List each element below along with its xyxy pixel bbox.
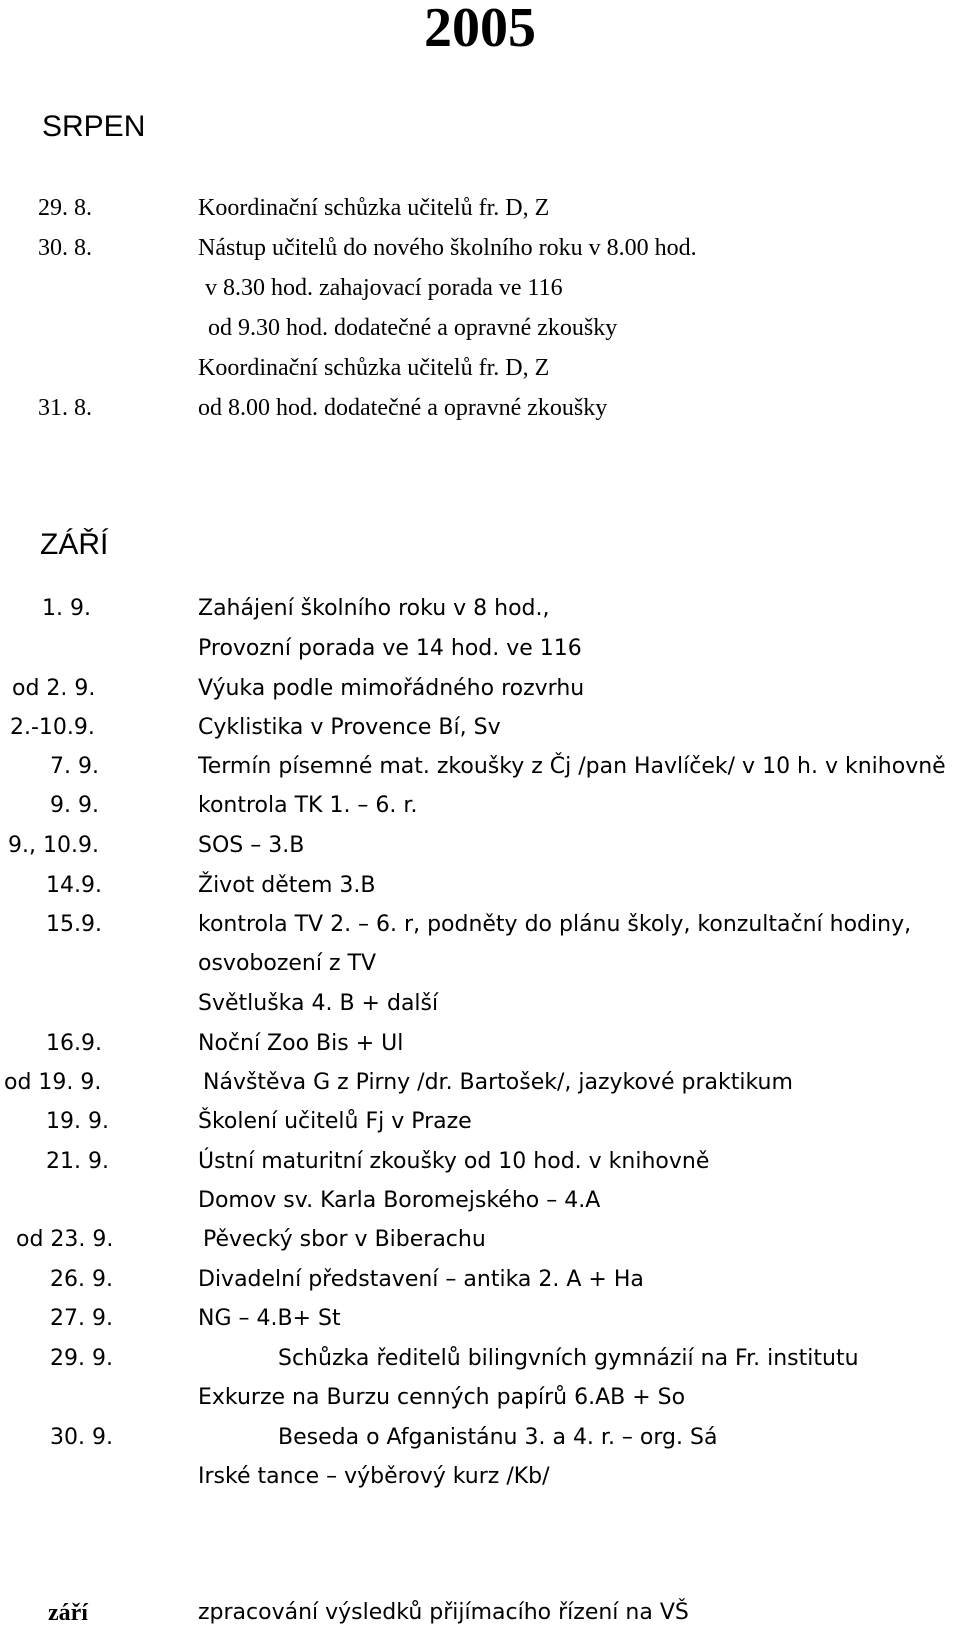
- event-description: Termín písemné mat. zkoušky z Čj /pan Havlíček/ v 10 h. v knihovně: [198, 754, 946, 779]
- event-date: od 23. 9.: [16, 1227, 114, 1252]
- event-description: Divadelní představení – antika 2. A + Ha: [198, 1267, 644, 1292]
- event-date: 19. 9.: [46, 1109, 109, 1134]
- event-date: 30. 9.: [50, 1425, 113, 1450]
- september-row: [0, 1346, 960, 1386]
- september-row: [0, 1070, 960, 1110]
- event-date: 14.9.: [46, 873, 102, 898]
- august-row: [0, 195, 960, 235]
- event-description: Výuka podle mimořádného rozvrhu: [198, 676, 585, 701]
- event-date: 15.9.: [46, 912, 102, 937]
- september-row: [0, 873, 960, 913]
- event-description: Návštěva G z Pirny /dr. Bartošek/, jazykové praktikum: [203, 1070, 793, 1095]
- event-description: Koordinační schůzka učitelů fr. D, Z: [198, 355, 550, 381]
- event-description: Ústní maturitní zkoušky od 10 hod. v knihovně: [198, 1149, 710, 1174]
- year-title: 2005: [424, 0, 536, 59]
- event-description: od 9.30 hod. dodatečné a opravné zkoušky: [208, 315, 618, 341]
- event-date: 31. 8.: [38, 395, 92, 421]
- event-description: Pěvecký sbor v Biberachu: [203, 1227, 486, 1252]
- event-description: od 8.00 hod. dodatečné a opravné zkoušky: [198, 395, 608, 421]
- september-row: [0, 1188, 960, 1228]
- september-row: [0, 754, 960, 794]
- september-row: [0, 1267, 960, 1307]
- september-row: [0, 1149, 960, 1189]
- september-row: [0, 1306, 960, 1346]
- event-description: kontrola TV 2. – 6. r, podněty do plánu školy, konzultační hodiny,: [198, 912, 912, 937]
- event-date: od 2. 9.: [12, 676, 96, 701]
- event-description: Koordinační schůzka učitelů fr. D, Z: [198, 195, 550, 221]
- september-row: [0, 793, 960, 833]
- event-date: 29. 8.: [38, 195, 92, 221]
- event-date: 9., 10.9.: [8, 833, 99, 858]
- september-row: [0, 636, 960, 676]
- event-description: Irské tance – výběrový kurz /Kb/: [198, 1464, 550, 1489]
- event-date: 7. 9.: [50, 754, 99, 779]
- event-description: osvobození z TV: [198, 951, 376, 976]
- august-row: [0, 235, 960, 275]
- event-date: 16.9.: [46, 1031, 102, 1056]
- footer-event: zpracování výsledků přijímacího řízení na VŠ: [198, 1600, 689, 1625]
- event-date: 27. 9.: [50, 1306, 113, 1331]
- event-description: Život dětem 3.B: [198, 873, 376, 898]
- event-date: 21. 9.: [46, 1149, 109, 1174]
- event-description: Noční Zoo Bis + Ul: [198, 1031, 404, 1056]
- event-date: 26. 9.: [50, 1267, 113, 1292]
- event-date: 9. 9.: [50, 793, 99, 818]
- september-row: [0, 1109, 960, 1149]
- event-description: Cyklistika v Provence Bí, Sv: [198, 715, 501, 740]
- event-date: 2.-10.9.: [10, 715, 95, 740]
- event-description: NG – 4.B+ St: [198, 1306, 341, 1331]
- month-heading-august: SRPEN: [42, 110, 146, 143]
- event-description: kontrola TK 1. – 6. r.: [198, 793, 418, 818]
- september-row: [0, 1227, 960, 1267]
- footer-date: září: [48, 1600, 88, 1626]
- event-description: Beseda o Afganistánu 3. a 4. r. – org. Sá: [278, 1425, 718, 1450]
- september-row: [0, 833, 960, 873]
- september-row: [0, 912, 960, 952]
- september-row: [0, 596, 960, 636]
- event-description: Světluška 4. B + další: [198, 991, 439, 1016]
- august-row: [0, 275, 960, 315]
- september-row: [0, 1425, 960, 1465]
- event-date: od 19. 9.: [4, 1070, 102, 1095]
- event-description: Zahájení školního roku v 8 hod.,: [198, 596, 550, 621]
- september-row: [0, 676, 960, 716]
- september-row: [0, 991, 960, 1031]
- event-description: SOS – 3.B: [198, 833, 305, 858]
- event-description: Schůzka ředitelů bilingvních gymnázií na Fr. institutu: [278, 1346, 859, 1371]
- event-date: 29. 9.: [50, 1346, 113, 1371]
- event-date: 30. 8.: [38, 235, 92, 261]
- august-row: [0, 315, 960, 355]
- event-description: v 8.30 hod. zahajovací porada ve 116: [205, 275, 563, 301]
- event-description: Nástup učitelů do nového školního roku v 8.00 hod.: [198, 235, 697, 261]
- september-row: [0, 951, 960, 991]
- august-row: [0, 355, 960, 395]
- month-heading-september: ZÁŘÍ: [40, 528, 109, 561]
- august-row: [0, 395, 960, 435]
- event-description: Školení učitelů Fj v Praze: [198, 1109, 472, 1134]
- september-row: [0, 1031, 960, 1071]
- event-description: Domov sv. Karla Boromejského – 4.A: [198, 1188, 601, 1213]
- september-row: [0, 1385, 960, 1425]
- september-row: [0, 715, 960, 755]
- event-date: 1. 9.: [42, 596, 91, 621]
- event-description: Provozní porada ve 14 hod. ve 116: [198, 636, 582, 661]
- event-description: Exkurze na Burzu cenných papírů 6.AB + So: [198, 1385, 686, 1410]
- september-row: [0, 1464, 960, 1504]
